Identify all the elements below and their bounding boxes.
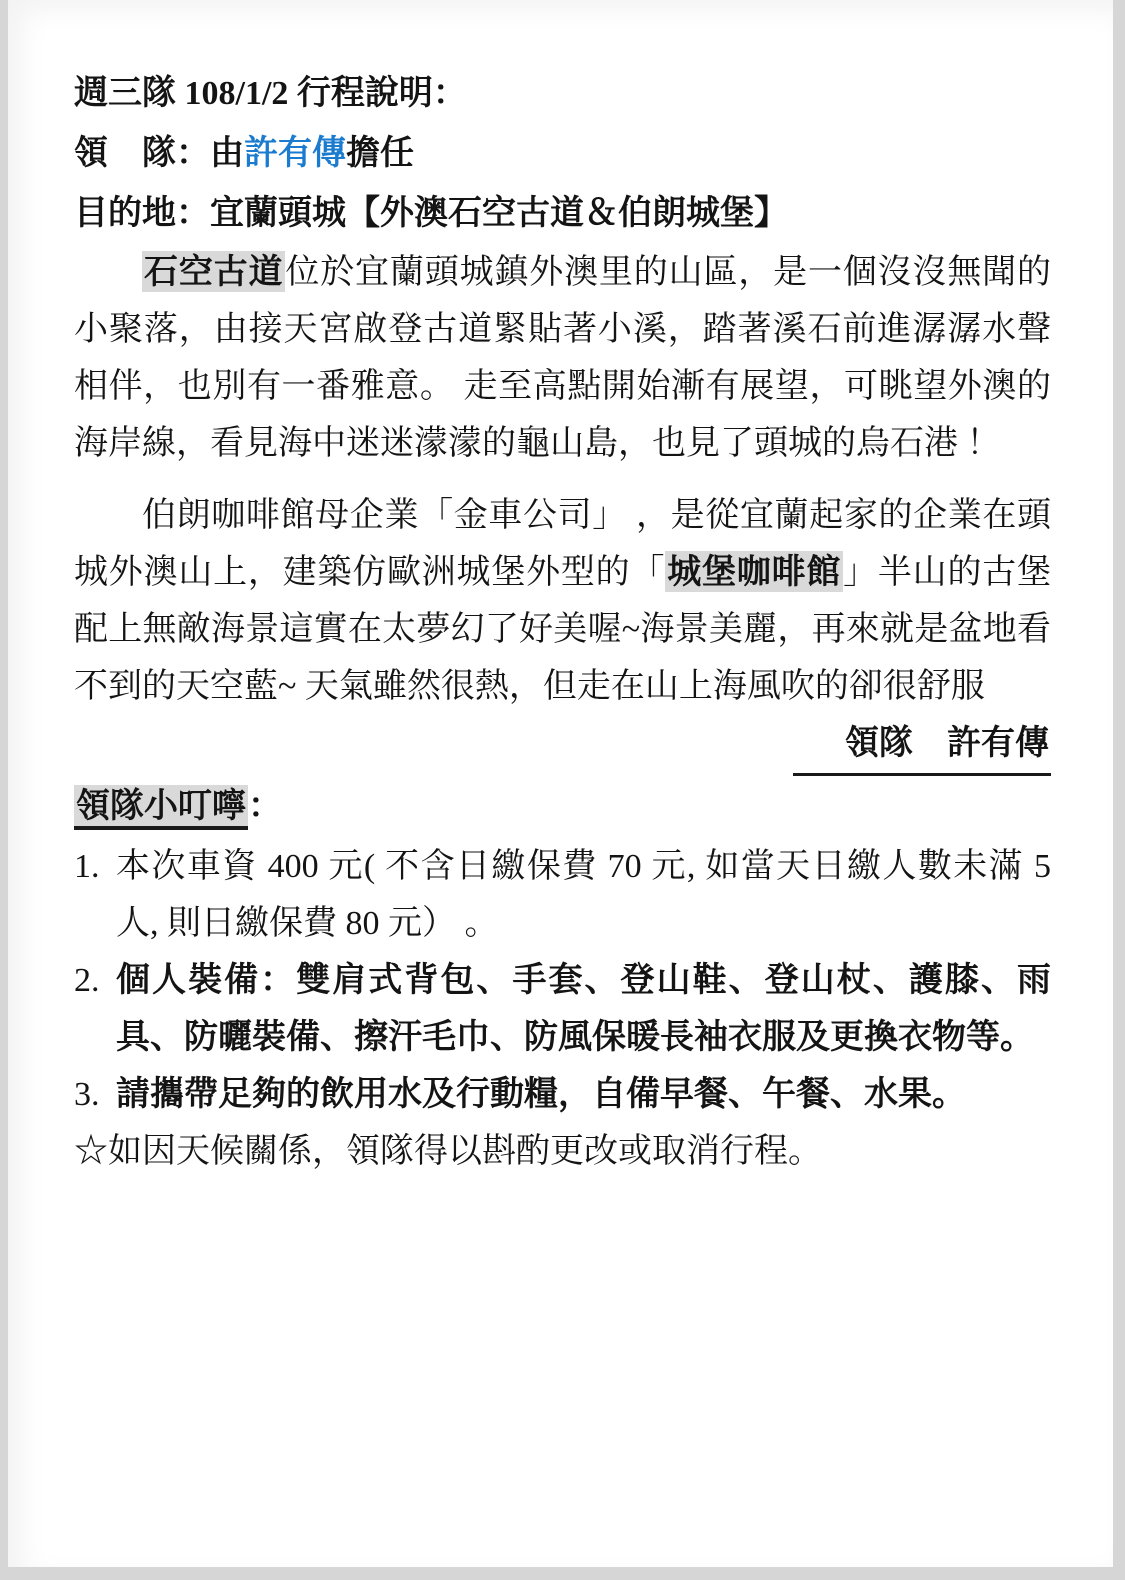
destination-line: 目的地：宜蘭頭城【外澳石空古道＆伯朗城堡】 xyxy=(74,195,788,232)
highlight-castle-cafe: 城堡咖啡館 xyxy=(665,551,843,592)
paragraph-cafe-text-before: 伯朗咖啡館母企業「金車公司」 ，是從宜蘭起家的企業在頭城外澳山上，建築仿歐洲城堡外型的「 xyxy=(74,497,1051,591)
notice-item-food-text: 請攜帶足夠的飲用水及行動糧，自備早餐、午餐、水果。 xyxy=(116,1076,966,1113)
paragraph-shikong-text: 位於宜蘭頭城鎮外澳里的山區，是一個沒沒無聞的小聚落，由接天宮啟登古道緊貼著小溪，踏著溪石前進潺潺水聲相伴，也別有一番雅意。 走至高點開始漸有展望，可眺望外澳的海岸線，看見海中迷迷濛濛的龜山島，也見了頭城的烏石港 ！ xyxy=(74,254,1052,462)
leader-prefix: 領 隊：由 xyxy=(74,135,244,172)
notice-item-gear-text: 個人裝備：雙肩式背包、手套、登山鞋、登山杖、護膝、雨具、防曬裝備、擦汗毛巾、防風保暖長袖衣服及更換衣物等。 xyxy=(116,962,1051,1056)
paragraph-cafe-text-after: 」半山的古堡配上無敵海景這實在太夢幻了好美喔~海景美麗，再來就是盆地看不到的天空藍~ 天氣雖然很熱，但走在山上海風吹的卻很舒服 xyxy=(74,554,1052,705)
notice-heading xyxy=(74,776,1051,838)
notice-item-fare xyxy=(74,838,1051,952)
notice-item-gear-number: 2. xyxy=(74,962,100,999)
highlight-shikong-trail: 石空古道 xyxy=(142,251,285,292)
notice-item-food-number: 3. xyxy=(74,1076,100,1113)
paragraph-shikong-trail xyxy=(74,244,1051,472)
document-page xyxy=(8,0,1113,1567)
leader-name: 許有傳 xyxy=(244,135,346,172)
weather-cancellation-note: ☆如因天候關係，領隊得以斟酌更改或取消行程。 xyxy=(74,1133,822,1170)
notice-heading-text: 領隊小叮嚀 xyxy=(74,785,248,830)
notice-item-food xyxy=(74,1066,1051,1123)
paragraph-castle-cafe xyxy=(74,487,1051,715)
leader-line xyxy=(74,124,1051,184)
notice-item-fare-text: 本次車資 400 元( 不含日繳保費 70 元, 如當天日繳人數未滿 5 人, 則日繳保費 80 元） 。 xyxy=(116,848,1051,942)
document-content xyxy=(8,0,1113,1180)
leader-suffix: 擔任 xyxy=(346,135,414,172)
page-title: 週三隊 108/1/2 行程說明： xyxy=(74,75,467,112)
notice-item-gear xyxy=(74,952,1051,1066)
notice-heading-colon: ： xyxy=(248,788,282,825)
leader-signature-text: 領隊 許有傳 xyxy=(793,715,1051,776)
notice-item-fare-number: 1. xyxy=(74,848,100,885)
leader-signature xyxy=(74,715,1051,776)
